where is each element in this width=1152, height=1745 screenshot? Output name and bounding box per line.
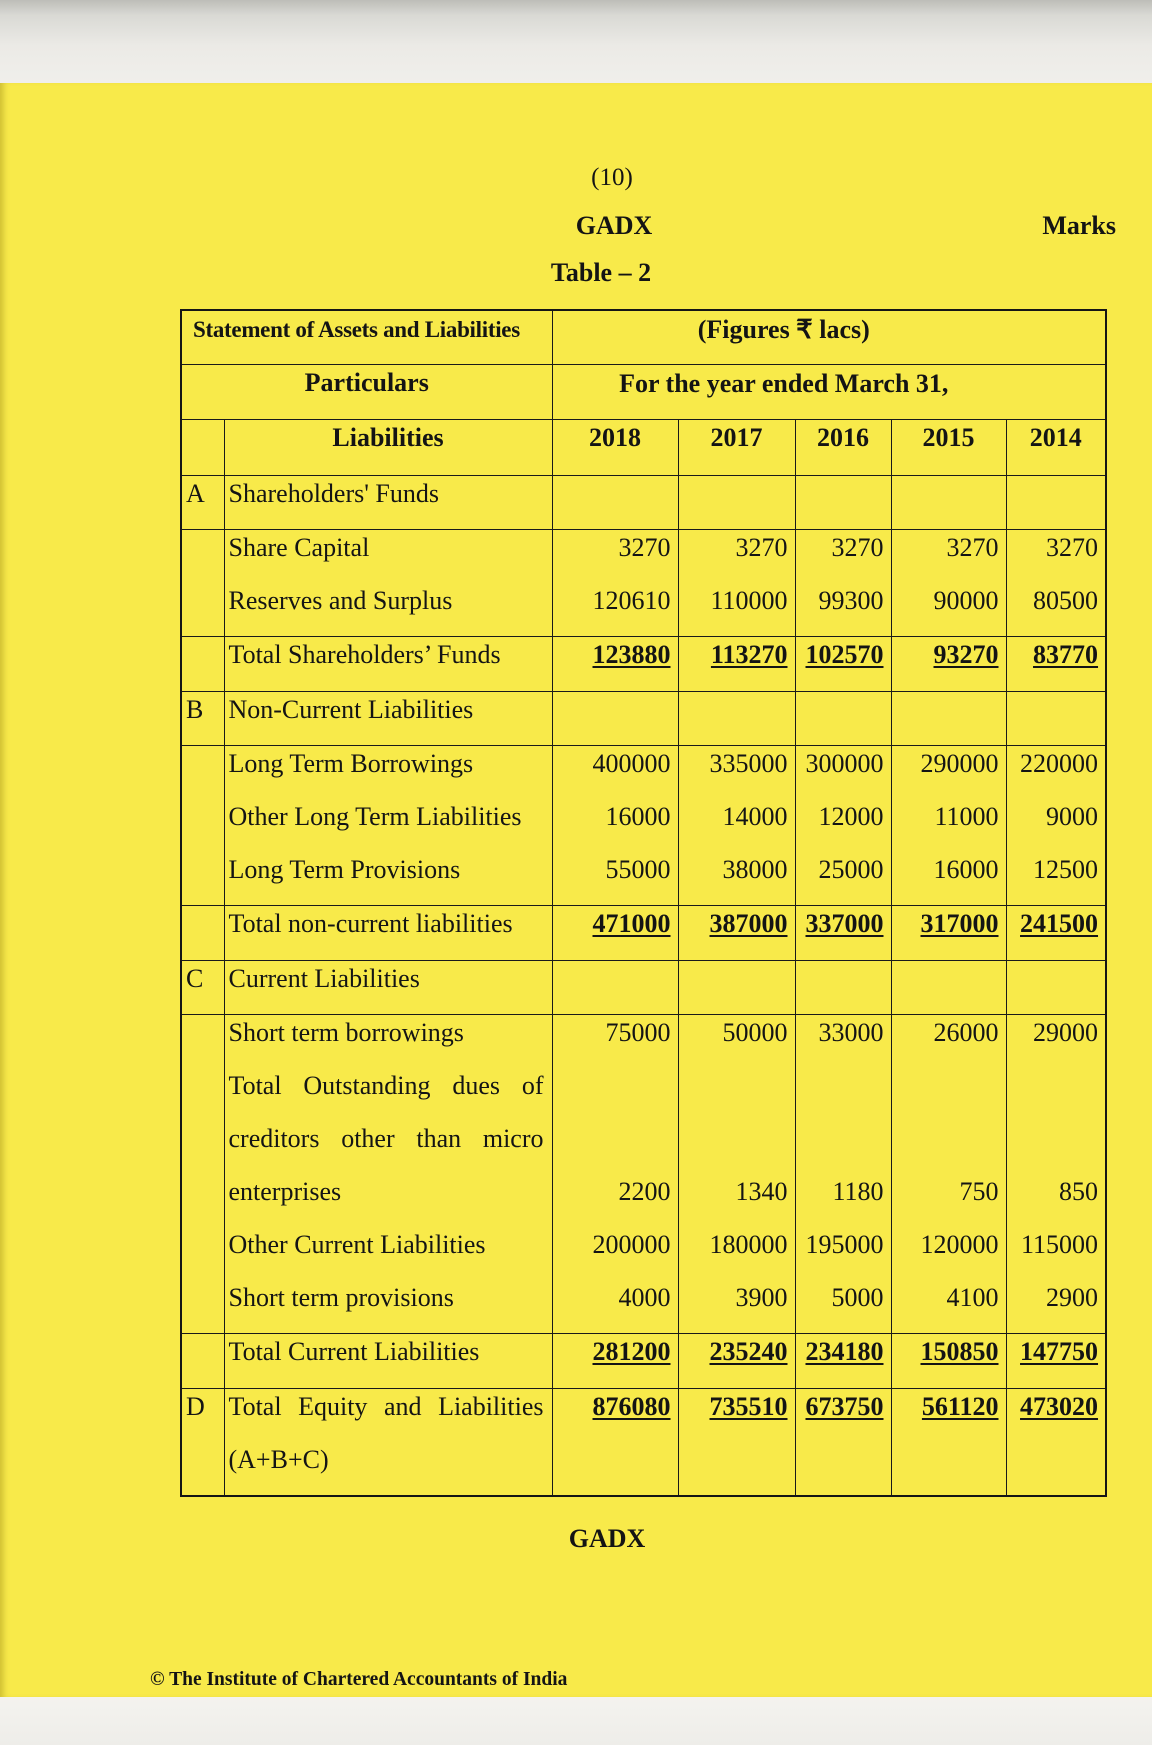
values-column-2017: [678, 529, 795, 636]
line-item-value: 4100: [946, 1282, 999, 1312]
line-item-label: [229, 583, 544, 636]
section-total-value: 150850: [920, 1336, 999, 1366]
section-letter: D: [181, 1388, 224, 1496]
line-item-label: [229, 852, 544, 905]
paper-code: GADX: [575, 211, 653, 240]
line-item-value: 2200: [618, 1176, 671, 1206]
liabilities-header: Liabilities: [224, 419, 552, 475]
values-column-2015: [891, 745, 1006, 905]
empty-cell: [552, 960, 678, 1014]
line-item-labels: [224, 529, 552, 636]
line-item-value: 26000: [933, 1017, 999, 1047]
values-column-2014: [1006, 745, 1106, 905]
section-total-value: 317000: [920, 908, 999, 938]
empty-cell: [795, 691, 891, 745]
line-item-value: 3270: [735, 532, 788, 562]
grand-total-cell-2018: [552, 1388, 678, 1496]
assets-liabilities-table: [180, 309, 1107, 1497]
empty-cell: [181, 1014, 224, 1333]
line-item-value: 38000: [722, 854, 788, 884]
values-column-2018: [552, 1014, 678, 1333]
line-item-value: 220000: [1020, 748, 1099, 778]
label-line: Long Term Borrowings: [228, 748, 474, 778]
section-heading-row: [181, 691, 1106, 745]
line-item-value: 200000: [592, 1229, 671, 1259]
line-item-value: 1180: [832, 1176, 884, 1206]
empty-cell: [678, 960, 795, 1014]
line-item-label: [229, 799, 544, 852]
line-item-value: 2900: [1046, 1282, 1099, 1312]
section-total-row: [181, 905, 1106, 960]
section-letter: B: [181, 691, 224, 745]
values-column-2017: [678, 745, 795, 905]
line-items-row: [181, 1014, 1106, 1333]
section-heading: Shareholders' Funds: [224, 475, 552, 529]
values-column-2016: [795, 1014, 891, 1333]
line-item-value: 12500: [1033, 854, 1099, 884]
empty-cell: [891, 691, 1006, 745]
section-total-value: 471000: [592, 908, 671, 938]
label-line: Short term provisions: [228, 1282, 454, 1312]
empty-cell: [678, 475, 795, 529]
total-cell-2017: [678, 905, 795, 960]
empty-cell: [552, 475, 678, 529]
units-label: (Figures ₹ lacs): [552, 310, 1106, 364]
total-cell-2018: [552, 905, 678, 960]
total-cell-2014: [1006, 905, 1106, 960]
line-item-value: 180000: [709, 1229, 788, 1259]
grand-total-value: 735510: [709, 1391, 788, 1421]
label-line: Reserves and Surplus: [228, 585, 453, 615]
total-cell-2015: [891, 636, 1006, 691]
label-line: enterprises: [228, 1176, 342, 1206]
copyright-notice: © The Institute of Chartered Accountants of India: [150, 1669, 568, 1690]
values-column-2016: [795, 529, 891, 636]
empty-cell: [891, 475, 1006, 529]
label-line: Other Long Term Liabilities: [228, 801, 522, 831]
line-item-value: 850: [1059, 1176, 1099, 1206]
grand-total-value: 473020: [1020, 1391, 1099, 1421]
line-item-value: 1340: [735, 1176, 788, 1206]
line-item-value: 11000: [934, 801, 999, 831]
footer-paper-code: GADX: [568, 1524, 646, 1553]
year-header: 2016: [795, 419, 891, 475]
total-cell-2014: [1006, 636, 1106, 691]
grand-total-cell-2014: [1006, 1388, 1106, 1496]
section-letter: C: [181, 960, 224, 1014]
grand-total-value: 876080: [592, 1391, 671, 1421]
empty-cell: [678, 691, 795, 745]
section-total-value: 234180: [805, 1336, 884, 1366]
section-total-value: 387000: [709, 908, 788, 938]
line-item-label: [229, 1068, 544, 1227]
column-header-row: [181, 419, 1106, 475]
section-total-value: 123880: [592, 639, 671, 669]
line-item-value: 3270: [1046, 532, 1099, 562]
label-line: creditors other than micro: [228, 1123, 544, 1153]
line-item-label: [229, 530, 544, 583]
values-column-2017: [678, 1014, 795, 1333]
section-total-value: 93270: [933, 639, 999, 669]
page-number: (10): [591, 164, 633, 191]
line-items-row: [181, 529, 1106, 636]
line-item-value: 55000: [605, 854, 671, 884]
particulars-header: Particulars: [181, 364, 552, 419]
total-cell-2018: [552, 1333, 678, 1388]
values-column-2014: [1006, 529, 1106, 636]
grand-total-cell-2017: [678, 1388, 795, 1496]
paper-bottom-margin: [0, 1697, 1152, 1745]
line-item-labels: [224, 745, 552, 905]
total-cell-2015: [891, 1333, 1006, 1388]
grand-total-value: 673750: [805, 1391, 884, 1421]
line-item-value: 9000: [1046, 801, 1099, 831]
empty-cell: [795, 960, 891, 1014]
section-total-label: Total Current Liabilities: [224, 1333, 552, 1388]
section-total-row: [181, 1333, 1106, 1388]
total-cell-2017: [678, 636, 795, 691]
table-title-row: [181, 310, 1106, 364]
empty-cell: [1006, 960, 1106, 1014]
table-period-row: [181, 364, 1106, 419]
line-item-value: 300000: [805, 748, 884, 778]
section-total-value: 337000: [805, 908, 884, 938]
section-letter: A: [181, 475, 224, 529]
total-cell-2016: [795, 905, 891, 960]
line-item-value: 195000: [805, 1229, 884, 1259]
line-item-value: 12000: [818, 801, 884, 831]
line-item-value: 25000: [818, 854, 884, 884]
total-cell-2016: [795, 636, 891, 691]
values-column-2015: [891, 1014, 1006, 1333]
section-heading-row: [181, 960, 1106, 1014]
line-item-value: 3270: [618, 532, 671, 562]
label-line: Total Equity and Liabilities: [228, 1391, 544, 1421]
line-items-row: [181, 745, 1106, 905]
line-item-value: 4000: [618, 1282, 671, 1312]
line-item-value: 335000: [709, 748, 788, 778]
year-header: 2018: [552, 419, 678, 475]
line-item-value: 3270: [831, 532, 884, 562]
section-total-value: 102570: [805, 639, 884, 669]
empty-cell: [552, 691, 678, 745]
table-caption: Table – 2: [550, 258, 652, 287]
line-item-value: 99300: [818, 585, 884, 615]
empty-cell: [181, 419, 224, 475]
year-header: 2014: [1006, 419, 1106, 475]
line-item-value: 120000: [920, 1229, 999, 1259]
line-item-label: [229, 1227, 544, 1280]
values-column-2014: [1006, 1014, 1106, 1333]
paper-top-margin: [0, 0, 1152, 83]
empty-cell: [891, 960, 1006, 1014]
line-item-value: 75000: [605, 1017, 671, 1047]
section-total-value: 241500: [1020, 908, 1099, 938]
table-title: Statement of Assets and Liabilities: [181, 310, 552, 364]
line-item-value: 80500: [1033, 585, 1099, 615]
label-line: Short term borrowings: [228, 1017, 464, 1047]
total-cell-2015: [891, 905, 1006, 960]
grand-total-row: [181, 1388, 1106, 1496]
line-item-value: 110000: [710, 585, 788, 615]
total-cell-2014: [1006, 1333, 1106, 1388]
line-item-labels: [224, 1014, 552, 1333]
grand-total-label: [224, 1388, 552, 1496]
line-item-value: 90000: [933, 585, 999, 615]
line-item-value: 14000: [722, 801, 788, 831]
empty-cell: [1006, 475, 1106, 529]
line-item-label: [229, 1280, 544, 1333]
total-cell-2016: [795, 1333, 891, 1388]
year-header: 2015: [891, 419, 1006, 475]
line-item-value: 3270: [946, 532, 999, 562]
line-item-value: 290000: [920, 748, 999, 778]
label-line: (A+B+C): [228, 1444, 329, 1474]
empty-cell: [181, 1333, 224, 1388]
line-item-value: 750: [959, 1176, 999, 1206]
section-total-value: 147750: [1020, 1336, 1099, 1366]
section-total-value: 235240: [709, 1336, 788, 1366]
line-item-value: 120610: [592, 585, 671, 615]
line-item-label: [229, 1015, 544, 1068]
line-item-value: 50000: [722, 1017, 788, 1047]
grand-total-cell-2015: [891, 1388, 1006, 1496]
line-item-value: 33000: [818, 1017, 884, 1047]
section-heading-row: [181, 475, 1106, 529]
empty-cell: [795, 475, 891, 529]
section-total-row: [181, 636, 1106, 691]
section-total-label: Total Shareholders’ Funds: [224, 636, 552, 691]
empty-cell: [1006, 691, 1106, 745]
values-column-2018: [552, 529, 678, 636]
section-heading: Current Liabilities: [224, 960, 552, 1014]
line-item-value: 29000: [1033, 1017, 1099, 1047]
empty-cell: [181, 636, 224, 691]
values-column-2015: [891, 529, 1006, 636]
section-heading: Non-Current Liabilities: [224, 691, 552, 745]
marks-label: Marks: [1042, 211, 1116, 240]
values-column-2018: [552, 745, 678, 905]
line-item-value: 5000: [831, 1282, 884, 1312]
label-line: Other Current Liabilities: [228, 1229, 486, 1259]
section-total-value: 113270: [710, 639, 788, 669]
section-total-value: 281200: [592, 1336, 671, 1366]
year-header: 2017: [678, 419, 795, 475]
empty-cell: [181, 529, 224, 636]
label-line: Share Capital: [228, 532, 370, 562]
line-item-value: 115000: [1020, 1229, 1099, 1259]
grand-total-cell-2016: [795, 1388, 891, 1496]
label-line: Total Outstanding dues of: [228, 1070, 544, 1100]
label-line: Long Term Provisions: [228, 854, 461, 884]
section-total-value: 83770: [1033, 639, 1099, 669]
line-item-value: 16000: [933, 854, 999, 884]
period-header: For the year ended March 31,: [552, 364, 1106, 419]
line-item-value: 16000: [605, 801, 671, 831]
empty-cell: [181, 745, 224, 905]
line-item-label: [229, 746, 544, 799]
total-cell-2018: [552, 636, 678, 691]
line-item-value: 3900: [735, 1282, 788, 1312]
grand-total-value: 561120: [921, 1391, 999, 1421]
total-cell-2017: [678, 1333, 795, 1388]
section-total-label: Total non-current liabilities: [224, 905, 552, 960]
values-column-2016: [795, 745, 891, 905]
empty-cell: [181, 905, 224, 960]
line-item-value: 400000: [592, 748, 671, 778]
